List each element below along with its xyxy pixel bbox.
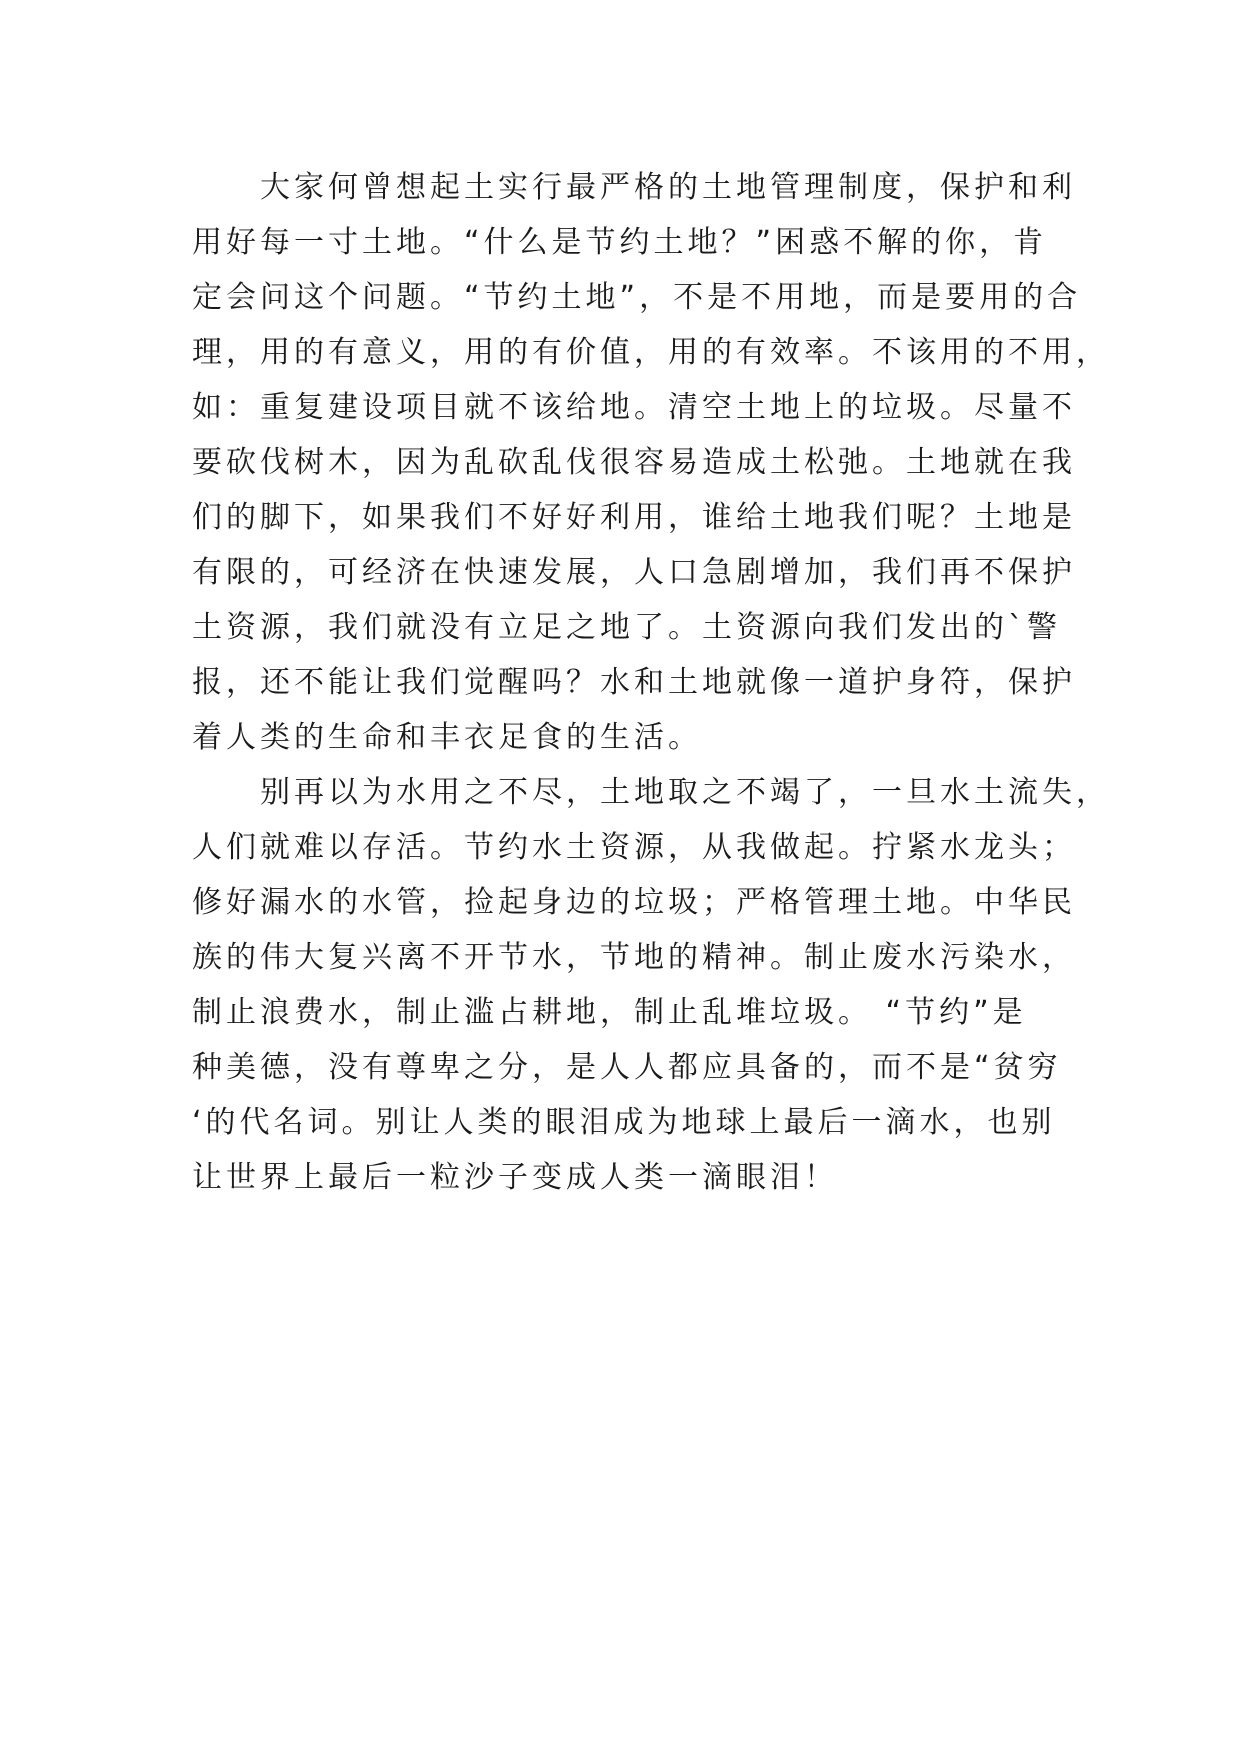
paragraph-line: 理，用的有意义，用的有价值，用的有效率。不该用的不用，	[192, 335, 1110, 370]
paragraph-line: 报，还不能让我们觉醒吗？水和土地就像一道护身符，保护	[192, 665, 1076, 700]
paragraph-line: 土资源，我们就没有立足之地了。土资源向我们发出的`警	[192, 610, 1061, 645]
paragraph-line: 如：重复建设项目就不该给地。清空土地上的垃圾。尽量不	[192, 390, 1076, 425]
paragraph-line: 制止浪费水，制止滥占耕地，制止乱堆垃圾。 “节约”是	[192, 995, 1027, 1030]
paragraph-line: 人们就难以存活。节约水土资源，从我做起。拧紧水龙头；	[192, 830, 1076, 865]
paragraph-line: 族的伟大复兴离不开节水，节地的精神。制止废水污染水，	[192, 940, 1076, 975]
paragraph-line: 要砍伐树木，因为乱砍乱伐很容易造成土松弛。土地就在我	[192, 445, 1076, 480]
paragraph-line: 用好每一寸土地。“什么是节约土地？”困惑不解的你，肯	[192, 225, 1048, 260]
paragraph-line: 有限的，可经济在快速发展，人口急剧增加，我们再不保护	[192, 555, 1076, 590]
paragraph-line: 定会问这个问题。“节约土地”，不是不用地，而是要用的合	[192, 280, 1082, 315]
paragraph-line: 大家何曾想起土实行最严格的土地管理制度，保护和利	[260, 170, 1076, 205]
paragraph-line: 们的脚下，如果我们不好好利用，谁给土地我们呢？土地是	[192, 500, 1076, 535]
paragraph-1	[192, 160, 1110, 765]
paragraph-line: 让世界上最后一粒沙子变成人类一滴眼泪！	[192, 1160, 838, 1195]
paragraph-line: 修好漏水的水管，捡起身边的垃圾；严格管理土地。中华民	[192, 885, 1076, 920]
paragraph-line: ‘的代名词。别让人类的眼泪成为地球上最后一滴水，也别	[192, 1105, 1056, 1140]
document-body	[192, 160, 1110, 1205]
paragraph-line: 别再以为水用之不尽，土地取之不竭了，一旦水土流失，	[260, 775, 1110, 810]
paragraph-2	[192, 765, 1110, 1205]
paragraph-line: 着人类的生命和丰衣足食的生活。	[192, 720, 702, 755]
paragraph-line: 种美德，没有尊卑之分，是人人都应具备的，而不是“贫穷	[192, 1050, 1062, 1085]
